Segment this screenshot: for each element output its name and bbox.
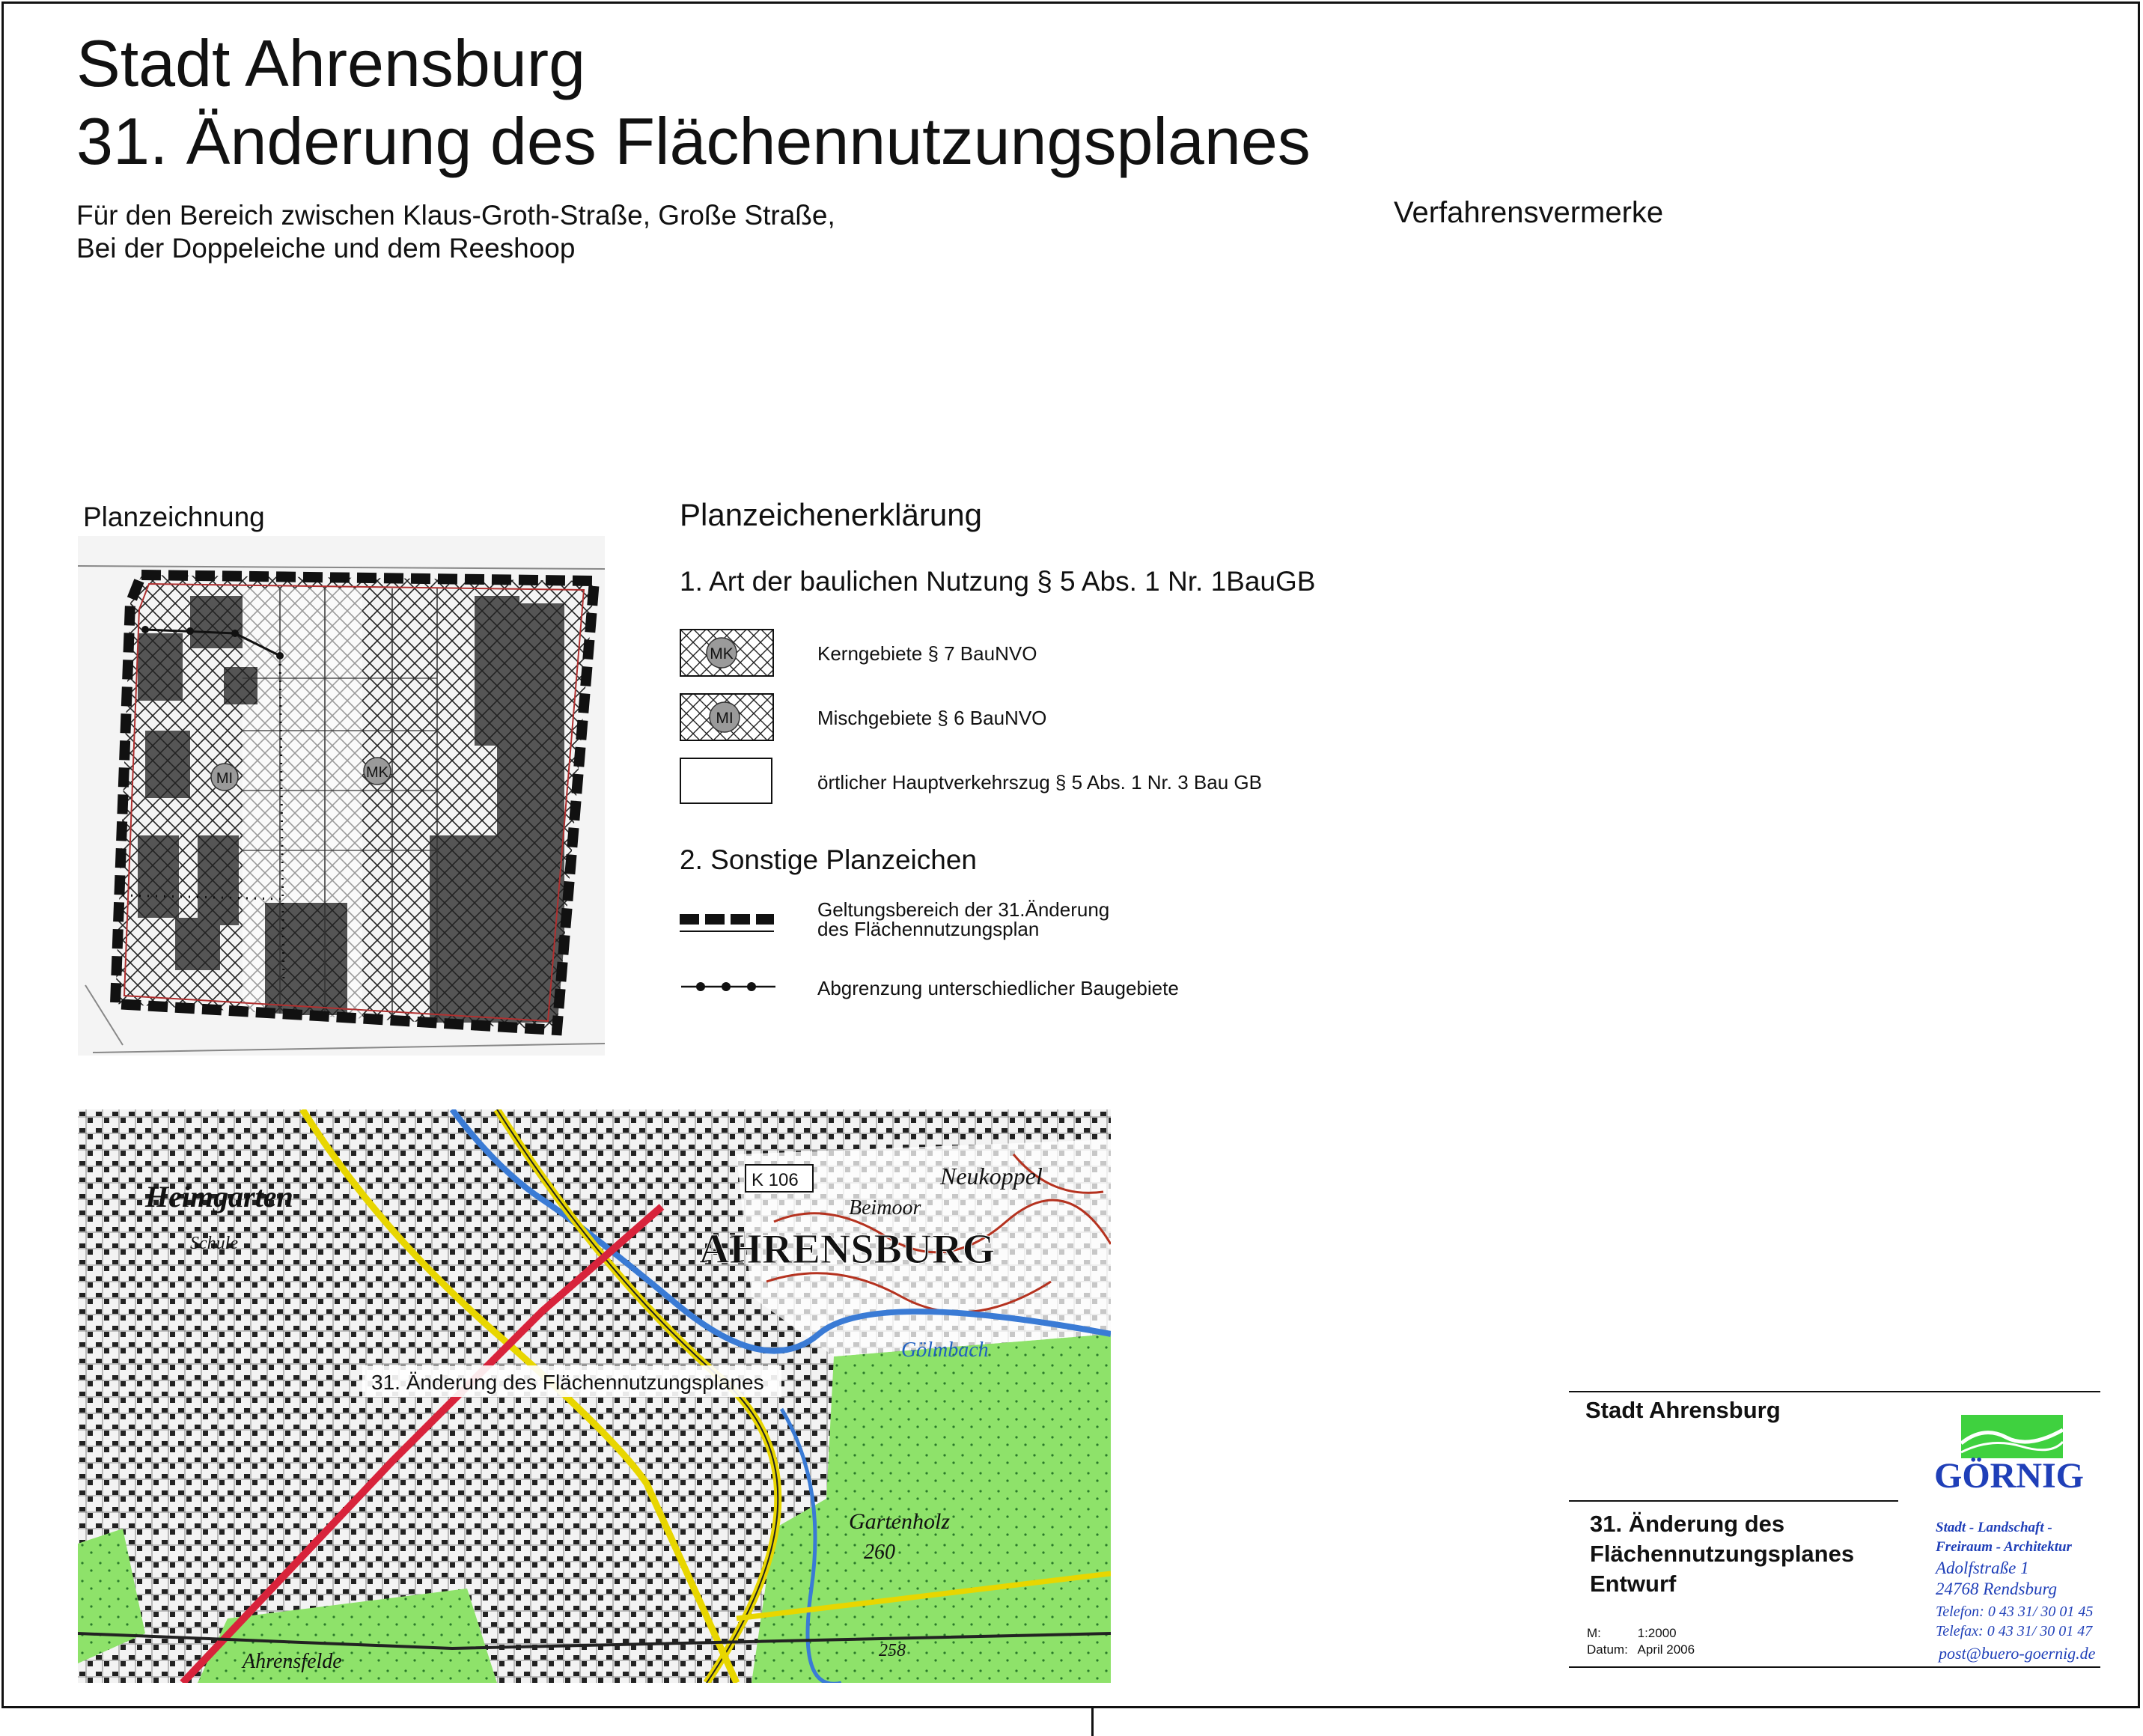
overview-map — [78, 1109, 1111, 1683]
title-block-project-line1: 31. Änderung des — [1590, 1511, 1785, 1537]
firm-name: GÖRNIG — [1934, 1456, 2085, 1496]
overview-label-town: AHRENSBURG — [699, 1226, 996, 1273]
title-block-scale — [1587, 1626, 1677, 1641]
title-block-date-value: April 2006 — [1637, 1642, 1695, 1657]
legend-item-hauptverkehrszug: örtlicher Hauptverkehrszug § 5 Abs. 1 Nr. 3 Bau GB — [817, 771, 1262, 794]
overview-label-elevation2: 258 — [879, 1641, 906, 1660]
legend-symbol-mk-text: MK — [710, 645, 734, 663]
overview-label-heimgarten: Heimgarten — [145, 1180, 293, 1213]
legend-item-boundary-line1: Geltungsbereich der 31.Änderung — [817, 898, 1110, 921]
title-block-scale-value: 1:2000 — [1637, 1626, 1677, 1640]
overview-label-beimoor: Beimoor — [849, 1196, 921, 1219]
legend-symbol-mi — [680, 693, 774, 741]
area-description-line1: Für den Bereich zwischen Klaus-Groth-Straße, Große Straße, — [76, 200, 835, 231]
overview-label-north: Neukoppel — [940, 1163, 1043, 1190]
firm-phone: Telefon: 0 43 31/ 30 01 45 — [1936, 1603, 2094, 1620]
area-description-line2: Bei der Doppeleiche und dem Reeshoop — [76, 233, 576, 264]
firm-fax: Telefax: 0 43 31/ 30 01 47 — [1936, 1623, 2093, 1639]
overview-label-bach: Gölmbach — [901, 1338, 989, 1362]
plan-zone-mk: MK — [366, 764, 388, 781]
title-block-mid-rule — [1569, 1500, 1898, 1502]
legend-symbol-road — [680, 758, 772, 804]
firm-line1: Stadt - Landschaft - — [1936, 1520, 2052, 1535]
legend-item-separation: Abgrenzung unterschiedlicher Baugebiete — [817, 977, 1179, 999]
plan-drawing — [78, 536, 605, 1056]
overview-label-schule: Schule — [190, 1234, 238, 1253]
title-block-date-label: Datum: — [1587, 1642, 1628, 1657]
title-block-top-rule — [1569, 1391, 2100, 1392]
legend-symbol-mk — [680, 629, 774, 677]
title-block-project-line3: Entwurf — [1590, 1571, 1677, 1597]
overview-label-ahrensfelde: Ahrensfelde — [243, 1650, 342, 1673]
title-block-scale-label: M: — [1587, 1626, 1601, 1640]
overview-label-road: K 106 — [752, 1170, 799, 1190]
firm-logo-icon — [1961, 1415, 2063, 1458]
title-block-project-line2: Flächennutzungsplanes — [1590, 1541, 1855, 1567]
plan-drawing-label: Planzeichnung — [83, 502, 265, 532]
legend-symbol-separation — [678, 978, 778, 996]
legend-symbol-mi-text: MI — [716, 710, 734, 727]
title-block-city: Stadt Ahrensburg — [1585, 1397, 1781, 1423]
legend-section-2: 2. Sonstige Planzeichen — [680, 844, 977, 875]
legend-section-1: 1. Art der baulichen Nutzung § 5 Abs. 1 Nr. 1BauGB — [680, 566, 1316, 597]
title-block-date — [1587, 1642, 1695, 1657]
firm-email: post@buero-goernig.de — [1939, 1644, 2096, 1663]
firm-street: Adolfstraße 1 — [1936, 1559, 2029, 1577]
legend-title: Planzeichenerklärung — [680, 497, 982, 532]
legend-item-mischgebiete: Mischgebiete § 6 BauNVO — [817, 707, 1047, 729]
legend-symbol-boundary — [678, 912, 775, 936]
overview-callout: 31. Änderung des Flächennutzungsplanes — [371, 1371, 764, 1394]
title-block-project — [1590, 1509, 1854, 1599]
title-block-bottom-rule — [1569, 1666, 2100, 1668]
legend-item-boundary — [817, 900, 1109, 939]
plan-zone-mi: MI — [216, 770, 234, 787]
procedure-notes-heading: Verfahrensvermerke — [1394, 196, 1664, 229]
firm-line2: Freiraum - Architektur — [1936, 1539, 2072, 1555]
page-subtitle-plan: 31. Änderung des Flächennutzungsplanes — [76, 104, 1311, 178]
overview-label-gartenholz: Gartenholz — [849, 1509, 950, 1534]
firm-city: 24768 Rendsburg — [1936, 1580, 2058, 1598]
legend-item-boundary-line2: des Flächennutzungsplan — [817, 918, 1040, 940]
fold-mark — [1091, 1708, 1094, 1736]
legend-item-kerngebiete: Kerngebiete § 7 BauNVO — [817, 642, 1037, 665]
page-title: Stadt Ahrensburg — [76, 26, 586, 100]
overview-label-elevation: 260 — [864, 1541, 895, 1564]
area-description — [76, 199, 835, 265]
